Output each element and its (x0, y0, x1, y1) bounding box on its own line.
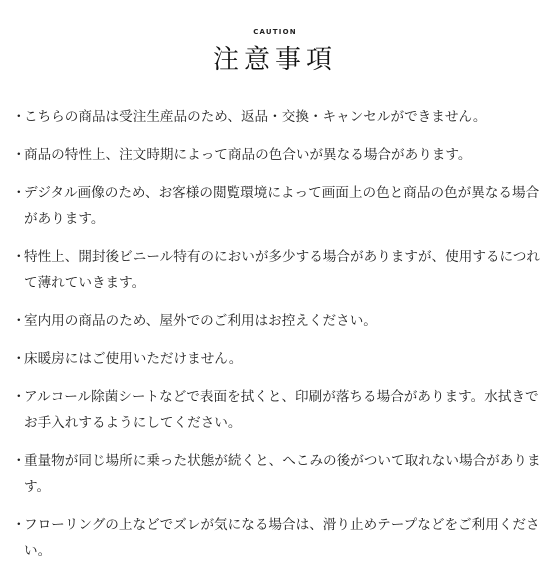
bullet-mark: ・ (12, 453, 26, 469)
caution-item (12, 244, 542, 296)
caution-item (12, 104, 542, 130)
caution-item (12, 384, 542, 436)
bullet-mark: ・ (12, 147, 26, 163)
caution-item (12, 180, 542, 232)
caution-item (12, 142, 542, 168)
caution-eyebrow: CAUTION (253, 28, 297, 36)
page-title: 注意事項 (212, 45, 337, 75)
caution-item (12, 308, 542, 334)
caution-item-text: 特性上、開封後ビニール特有のにおいが多少する場合がありますが、使用するにつれて薄れていきます。 (24, 249, 541, 291)
bullet-mark: ・ (12, 517, 26, 533)
caution-item-text: 重量物が同じ場所に乗った状態が続くと、へこみの後がついて取れない場合があります。 (24, 453, 541, 495)
caution-item-text: デジタル画像のため、お客様の閲覧環境によって画面上の色と商品の色が異なる場合があります。 (24, 185, 540, 227)
caution-item (12, 512, 542, 564)
caution-item-text: 商品の特性上、注文時期によって商品の色合いが異なる場合があります。 (24, 147, 472, 163)
caution-item (12, 346, 542, 372)
caution-item-text: 室内用の商品のため、屋外でのご利用はお控えください。 (24, 313, 377, 329)
caution-item-text: アルコール除菌シートなどで表面を拭くと、印刷が落ちる場合があります。水拭きでお手入れするようにしてください。 (24, 389, 539, 431)
bullet-mark: ・ (12, 351, 26, 367)
bullet-mark: ・ (12, 313, 26, 329)
caution-item-text: こちらの商品は受注生産品のため、返品・交換・キャンセルができません。 (24, 109, 487, 125)
caution-item-text: 床暖房にはご使用いただけません。 (24, 351, 243, 367)
caution-item (12, 448, 542, 500)
caution-list (12, 104, 542, 576)
bullet-mark: ・ (12, 249, 26, 265)
bullet-mark: ・ (12, 389, 26, 405)
bullet-mark: ・ (12, 109, 26, 125)
caution-item-text: フローリングの上などでズレが気になる場合は、滑り止めテープなどをご利用ください。 (24, 517, 540, 559)
bullet-mark: ・ (12, 185, 26, 201)
